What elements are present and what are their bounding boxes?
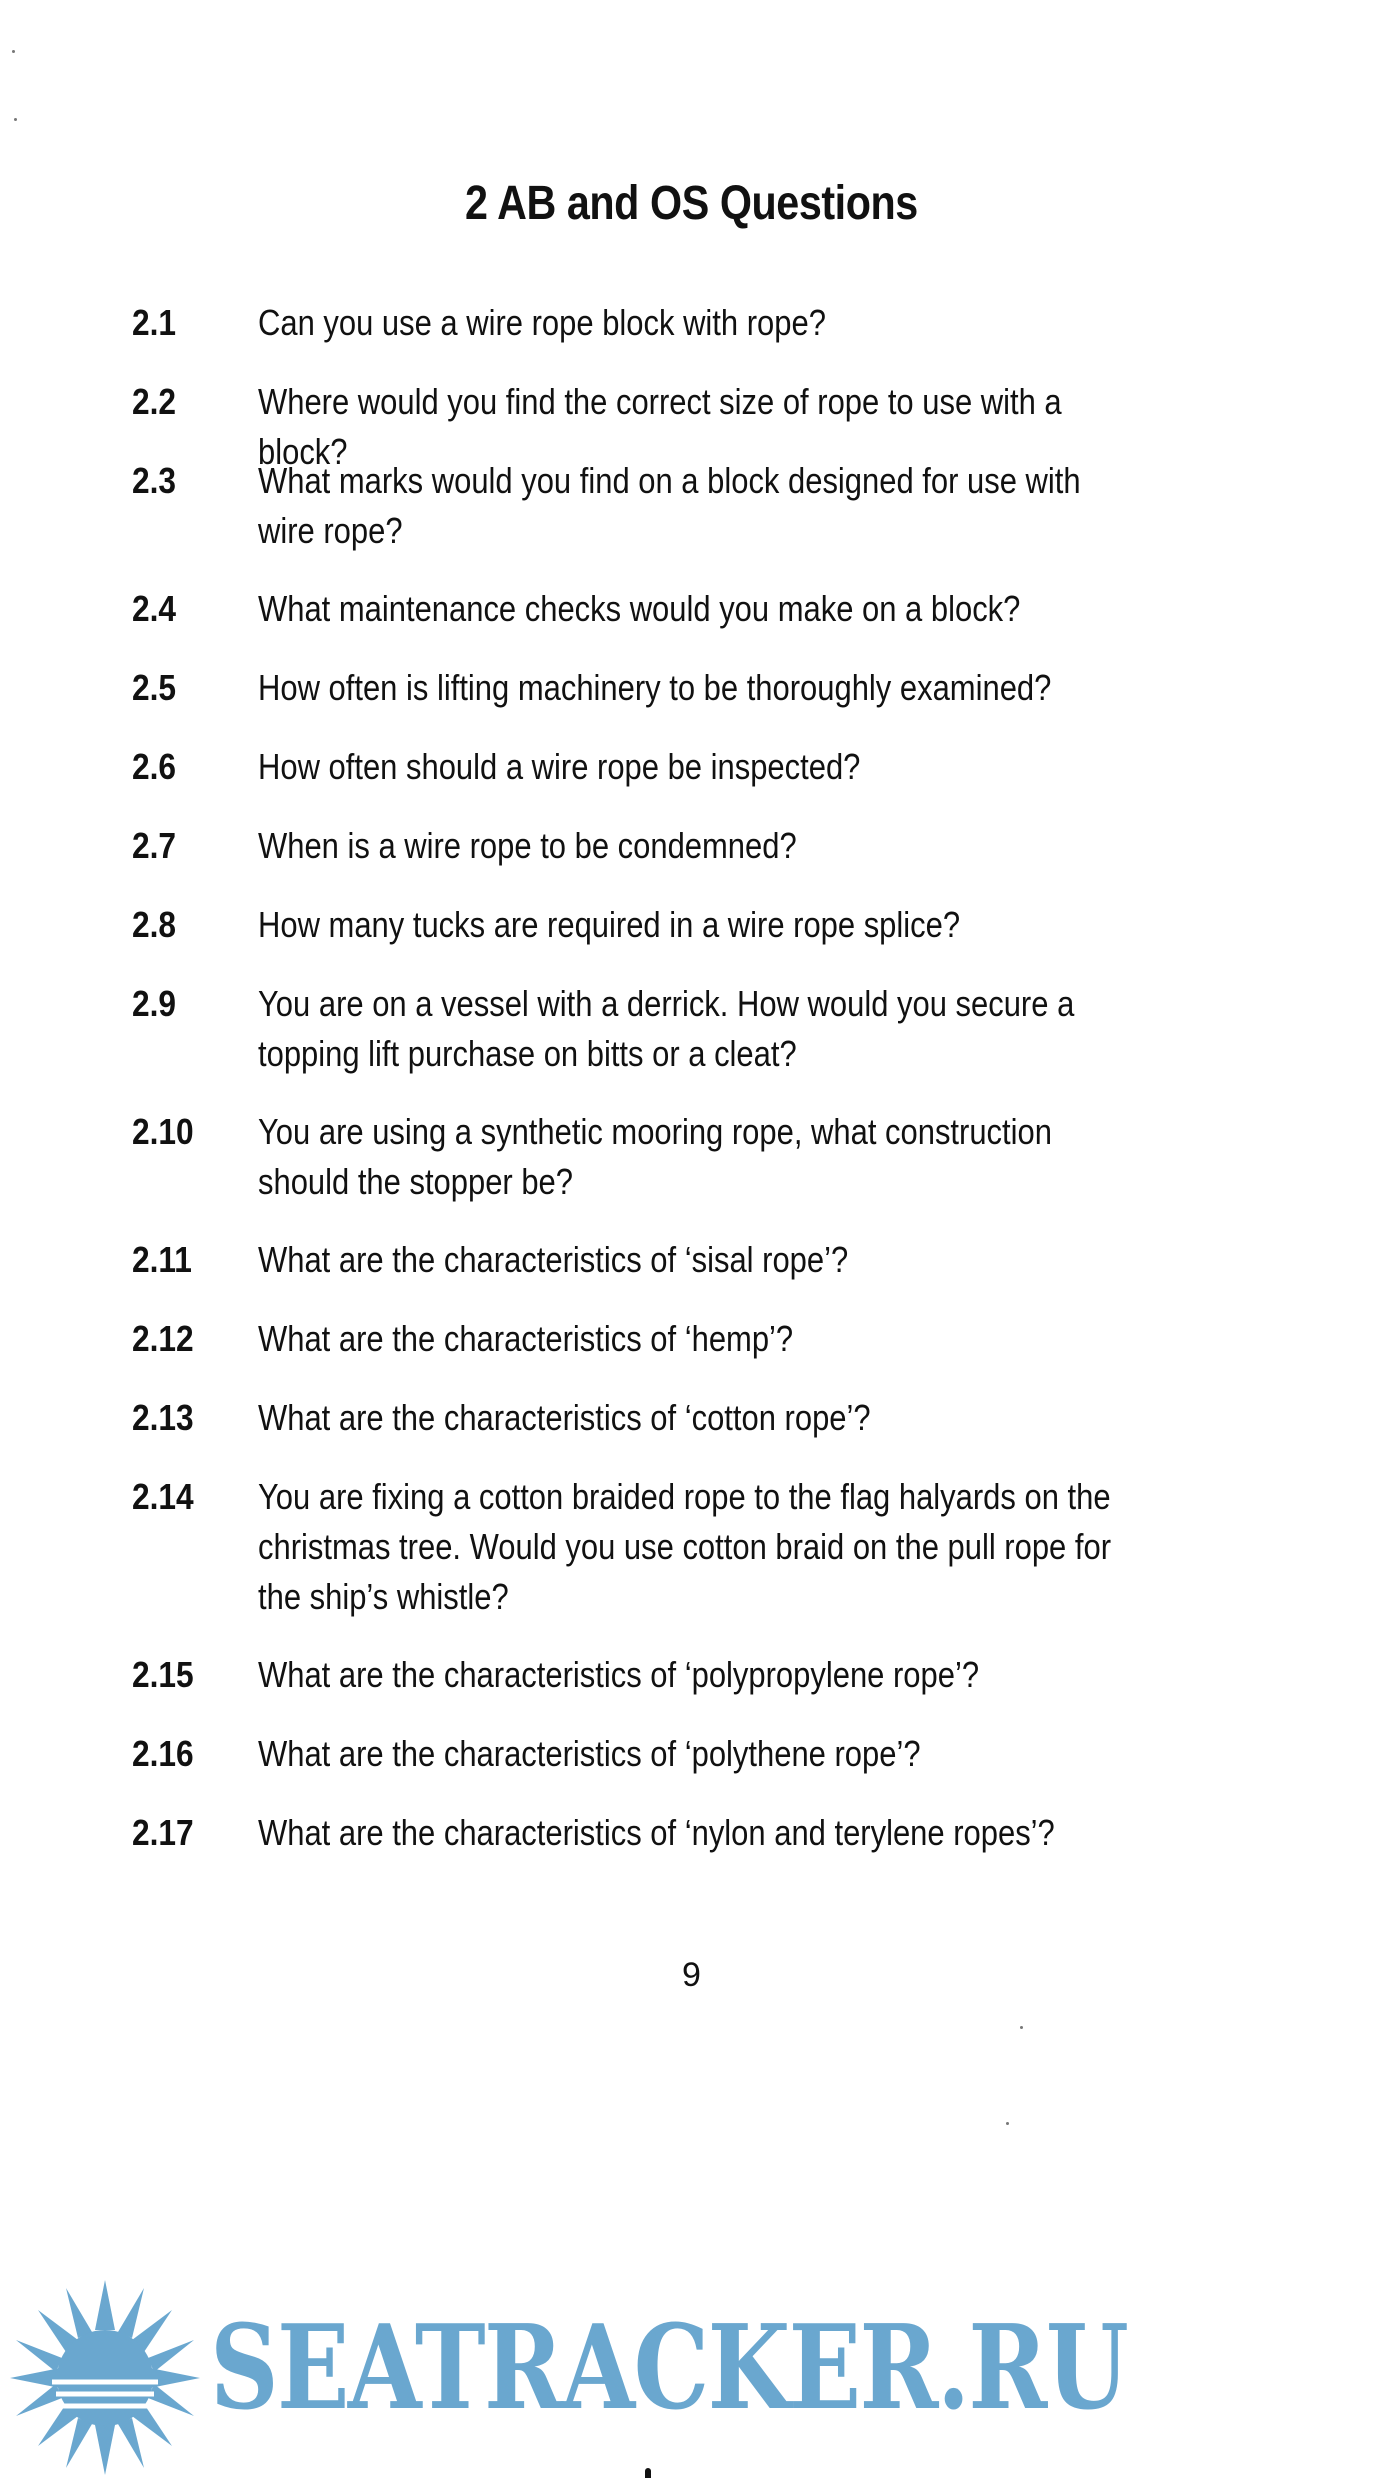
question-text: How often should a wire rope be inspected? <box>258 746 861 787</box>
question-number: 2.8 <box>132 904 177 945</box>
question-text: How many tucks are required in a wire rope splice? <box>258 904 961 945</box>
question-text: What marks would you find on a block designed for use with wire rope? <box>258 460 1081 551</box>
question-text: What are the characteristics of ‘cotton rope’? <box>258 1397 871 1438</box>
question-text: Can you use a wire rope block with rope? <box>258 302 826 343</box>
page-title: 2 AB and OS Questions <box>465 177 918 230</box>
question-number: 2.16 <box>132 1733 194 1774</box>
question-text: How often is lifting machinery to be thoroughly examined? <box>258 667 1052 708</box>
scan-speck <box>12 50 15 53</box>
question-number: 2.5 <box>132 667 177 708</box>
scan-speck <box>1006 2122 1009 2125</box>
question-number: 2.1 <box>132 302 177 343</box>
question-text: You are using a synthetic mooring rope, what construction should the stopper be? <box>258 1111 1052 1202</box>
question-text: When is a wire rope to be condemned? <box>258 825 797 866</box>
question-text: What are the characteristics of ‘hemp’? <box>258 1318 794 1359</box>
question-text: What are the characteristics of ‘polypropylene rope’? <box>258 1654 980 1695</box>
question-number: 2.14 <box>132 1476 194 1517</box>
question-number: 2.6 <box>132 746 177 787</box>
question-number: 2.17 <box>132 1812 194 1853</box>
question-number: 2.10 <box>132 1111 194 1152</box>
watermark-text: SEATRACKER.RU <box>210 2300 1128 2436</box>
question-text: What maintenance checks would you make on a block? <box>258 588 1021 629</box>
question-number: 2.11 <box>132 1239 192 1280</box>
question-number: 2.2 <box>132 381 177 422</box>
question-text: You are on a vessel with a derrick. How would you secure a topping lift purchase on bitts or a cleat? <box>258 983 1075 1074</box>
watermark-mark <box>645 2468 651 2478</box>
question-number: 2.3 <box>132 460 177 501</box>
page-number: 9 <box>682 1956 701 1994</box>
question-text: What are the characteristics of ‘sisal rope’? <box>258 1239 849 1280</box>
sun-logo-icon <box>0 2270 210 2481</box>
question-number: 2.13 <box>132 1397 194 1438</box>
question-number: 2.7 <box>132 825 177 866</box>
question-number: 2.4 <box>132 588 177 629</box>
question-text: You are fixing a cotton braided rope to the flag halyards on the christmas tree. Would you use cotton braid on the pull rope for the ship’s whistle? <box>258 1476 1112 1617</box>
question-text: What are the characteristics of ‘polythene rope’? <box>258 1733 921 1774</box>
question-text: Where would you find the correct size of rope to use with a block? <box>258 381 1062 472</box>
question-number: 2.12 <box>132 1318 194 1359</box>
question-text: What are the characteristics of ‘nylon and terylene ropes’? <box>258 1812 1055 1853</box>
watermark <box>0 2270 1383 2481</box>
question-number: 2.15 <box>132 1654 194 1695</box>
scan-speck <box>14 118 17 121</box>
scan-speck <box>1020 2026 1023 2029</box>
question-number: 2.9 <box>132 983 177 1024</box>
